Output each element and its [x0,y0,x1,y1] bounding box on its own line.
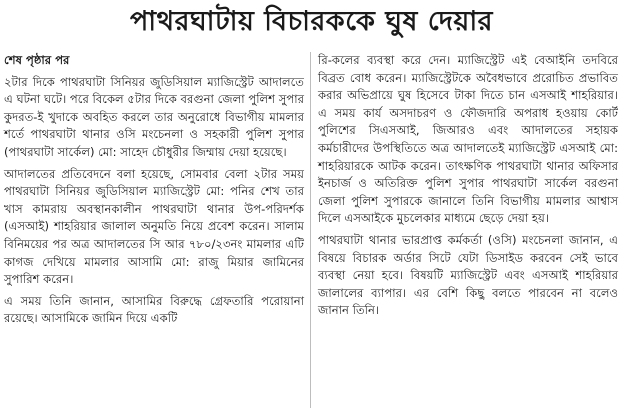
column-divider [310,52,311,408]
continuation-label: শেষ পৃষ্ঠার পর [4,53,70,67]
paragraph: এ সময় তিনি জানান, আসামির বিরুদ্ধে গ্রেফতারি পরোয়ানা রয়েছে। আসামিকে জামিন দিয়ে একটি [4,293,304,326]
headline: পাথরঘাটায় বিচারককে ঘুষ দেয়ার [129,6,494,37]
left-column [4,52,304,332]
paragraph: পাথরঘাটা থানার ভারপ্রাপ্ত কর্মকর্তা (ওসি) মংচেনলা জানান, এ বিষয়ে বিচারক অর্ডার সিটে যেটা ডিসাইড করবেন সেই ভাবে ব্যবস্থা নেয়া হবে। বিষয়টি ম্যাজিস্ট্রেট এবং এসআই শাহরিয়ার জালালের ব্যাপার। এর বেশি কিছু বলতে পারবেন না বলেও জানান তিনি। [318,232,618,318]
paragraph: আদালতের প্রতিবেদনে বলা হয়েছে, সোমবার বেলা ২টার সময় পাথরঘাটা সিনিয়র জুডিসিয়াল ম্যাজিস্ট্রেট মো: পনির শেখ তার খাস কামরায় অবস্থানকালীন পাথরঘাটা থানার উপ-পরিদর্শক (এসআই) শাহরিয়ার জালাল অনুমতি নিয়ে প্রবেশ করেন। সালাম বিনিময়ের পর অত্র আদালতের সি আর ৭৮০/২৩নং মামলার এটি কাগজ দেখিয়ে মামলার আসামি মো: রাজু মিয়ার জামিনের সুপারিশ করেন। [4,166,304,287]
paragraph: রি-কলের ব্যবস্থা করে দেন। ম্যাজিস্ট্রেট এই বেআইনি তদবিরে বিব্রত বোধ করেন। ম্যাজিস্ট্রেটকে অবৈধভাবে প্ররোচিত প্রভাবিত করার অভিপ্রায়ে ঘুষ হিসেবে টাকা দিতে চান এসআই শাহরিয়ার। এ সময় কার্য অসদাচরণ ও ফৌজদারি অপরাধ হওয়ায় কোর্ট পুলিশের সিএসআই, জিআরও এবং আদালতের সহায়ক কর্মচারীদের উপস্থিতিতে অত্র আদালতেই ম্যাজিস্ট্রেট এসআই মো: শাহরিয়ারকে আটক করেন। তাৎক্ষণিক পাথরঘাটা থানার অফিসার ইনচার্জ ও অতিরিক্ত পুলিশ সুপার পাথরঘাটা সার্কেল বরগুনা জেলা পুলিশ সুপারকে জানালে তিনি বিভাগীয় মামলার আশ্বাস দিলে এসআইকে মুচলেকার মাধ্যমে ছেড়ে দেয়া হয়। [318,53,618,226]
paragraph: ২টার দিকে পাথরঘাটা সিনিয়র জুডিসিয়াল ম্যাজিস্ট্রেট আদালতে এ ঘটনা ঘটে। পরে বিকেল ৫টার দিকে বরগুনা জেলা পুলিশ সুপার কুদরত-ই খুদাকে অবহিত করলে তার অনুরোধে বিভাগীয় মামলার শর্তে পাথরঘাটা থানার ওসি মংচেনলা ও সহকারী পুলিশ সুপার (পাথরঘাটা সার্কেল) মো: সাহেদ চৌধুরীর জিম্মায় দেয়া হয়েছে। [4,74,304,159]
right-column [318,52,618,324]
